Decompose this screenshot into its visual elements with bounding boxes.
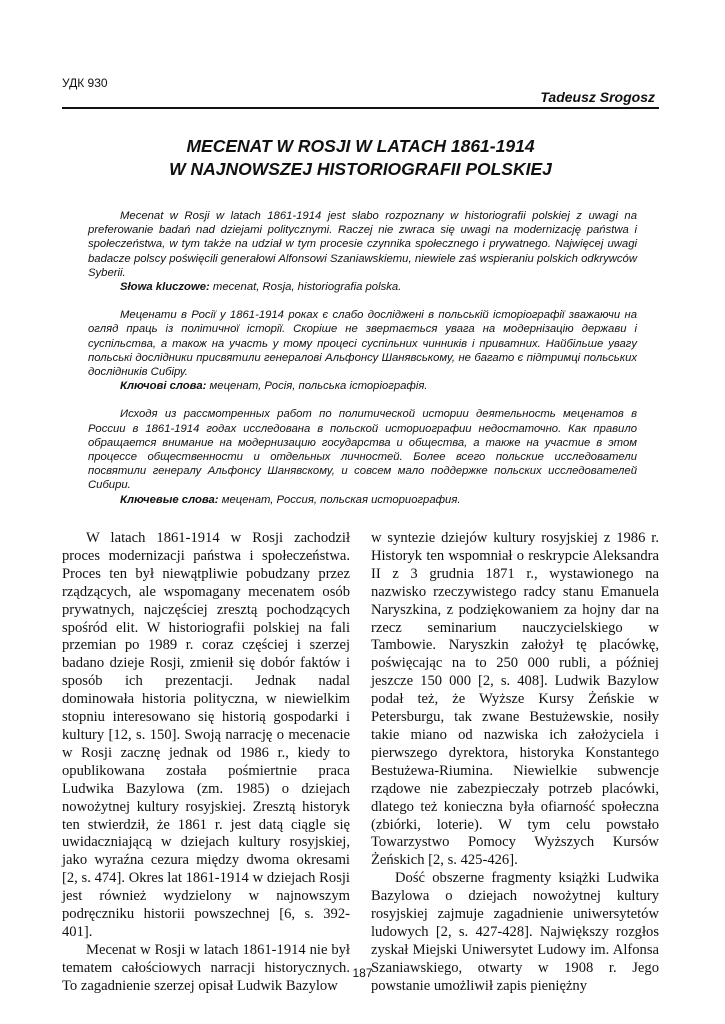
- title-line-1: MECENAT W ROSJI W LATACH 1861-1914: [186, 136, 535, 156]
- abstract-polish: [88, 209, 637, 294]
- abstracts: [88, 209, 637, 521]
- author-name: Tadeusz Srogosz: [540, 89, 655, 105]
- right-column: [371, 530, 659, 994]
- keywords-label: Ключевые слова:: [120, 493, 219, 506]
- abstract-text: Исходя из рассмотренных работ по политической истории деятельность меценатов в России в 1861-1914 годах исследована в польской историографии недостаточно. Как правило обращается внимание на модернизацию государства и общества, а также на участие в этом процессе общественности и отдельных личностей. Более всего польские исследователи посвятили генералу Альфонсу Шанявскому, и совсем мало поддержке польских исследователей Сибири.: [88, 408, 637, 492]
- paragraph: w syntezie dziejów kultury rosyjskiej z 1986 r. Historyk ten wspomniał o reskrypcie Aleksandra II z 3 grudnia 1871 r., wystawionego na nazwisko rzeczywistego radcy stanu Emanuela Naryszkina, z podziękowaniem za hojny dar na rzecz seminarium nauczycielskiego w Tambowie. Naryszkin założył tę placówkę, poświęcając na to 250 000 rubli, a później jeszcze 150 000 [2, s. 408]. Ludwik Bazylow podał też, że Wyższe Kursy Żeńskie w Petersburgu, tak zwane Bestużewskie, nosiły takie miano od nazwiska ich założyciela i pierwszego dyrektora, historyka Konstantego Bestużewa-Riumina. Niewielkie subwencje rządowe nie zabezpieczały potrzeb placówki, dlatego też konieczna była ofiarność społeczna (zbiórki, loterie). W tym celu powstało Towarzystwo Pomocy Wyższych Kursów Żeńskich [2, s. 425-426].: [371, 530, 659, 869]
- keywords-label: Ключові слова:: [120, 380, 207, 393]
- abstract-text: Меценати в Росії у 1861-1914 роках є слабо досліджені в польській історіографії зважаючи на огляд праць із політичної історії. Скоріше не звертається увага на модернізацію держави і суспільства, а також на участь у тому процесі суспільних чинників і приватних. Найбільше увагу польські дослідники присвятили генералові Альфонсу Шанявському, не багато є підтримці польських дослідників Сибіру.: [88, 309, 637, 379]
- keywords-label: Słowa kluczowe:: [120, 281, 210, 294]
- abstract-ukrainian: [88, 308, 637, 393]
- abstract-text: Mecenat w Rosji w latach 1861-1914 jest słabo rozpoznany w historiografii polskiej z uwagi na preferowanie badań nad dziejami politycznymi. Raczej nie zwraca się uwagi na modernizację państwa i społeczeństwa, w tym także na udział w tym procesie czynnika społecznego i prywatnego. Najwięcej uwagi badacze polscy poświęcili generałowi Alfonsowi Szaniawskiemu, niewiele zaś wspieraniu polskich odkrywców Syberii.: [88, 210, 637, 279]
- paragraph: W latach 1861-1914 w Rosji zachodził proces modernizacji państwa i społeczeństwa. Proces ten był niewątpliwie pobudzany przez rządzących, ale wspomagany mecenatem osób prywatnych, najczęściej zresztą pochodzących spośród elit. W historiografii polskiej na fali przemian po 1989 r. coraz częściej i szerzej badano dzieje Rosji, zmienił się dobór faktów i sposób ich prezentacji. Jednak nadal dominowała historia polityczna, w niewielkim stopniu interesowano się historią gospodarki i kultury [12, s. 150]. Swoją narrację o mecenacie w Rosji zacznę jednak od 1986 r., kiedy to opublikowana została pośmiertnie praca Ludwika Bazylowa (zm. 1985) o dziejach nowożytnej kultury rosyjskiej. Zresztą historyk ten stwierdził, że 1861 r. jest datą ciągle się uwidaczniającą w dziejach kultury rosyjskiej, jako wyraźna cezura między dwoma okresami [2, s. 474]. Okres lat 1861-1914 w dziejach Rosji jest również wydzielony w najnowszym podręczniku historii powszechnej [6, s. 392-401].: [62, 530, 350, 940]
- keywords: [88, 280, 637, 294]
- keywords: [88, 493, 637, 507]
- keywords-text: меценат, Россия, польская историография.: [218, 493, 461, 506]
- paragraph: Mecenat w Rosji w latach 1861-1914 nie był tematem całościowych narracji historycznych. To zagadnienie szerzej opisał Ludwik Bazylow: [62, 941, 350, 994]
- header-rule: [62, 107, 659, 109]
- body-columns: [62, 530, 659, 994]
- udk-code: УДК 930: [62, 76, 108, 90]
- abstract-russian: [88, 407, 637, 506]
- page-number: 187: [352, 966, 373, 980]
- left-column: [62, 530, 350, 994]
- title-line-2: W NAJNOWSZEJ HISTORIOGRAFII POLSKIEJ: [169, 159, 552, 179]
- article-title: [62, 135, 659, 181]
- keywords-text: mecenat, Rosja, historiografia polska.: [209, 281, 402, 294]
- keywords: [88, 379, 637, 393]
- keywords-text: меценат, Росія, польська історіографія.: [206, 380, 428, 393]
- paragraph: Dość obszerne fragmenty książki Ludwika Bazylowa o dziejach nowożytnej kultury rosyjskiej zajmuje zagadnienie uniwersytetów ludowych [2, s. 427-428]. Największy rozgłos zyskał Miejski Uniwersytet Ludowy im. Alfonsa Szaniawskiego, otwarty w 1908 r. Jego powstanie umożliwił zapis pieniężny: [371, 870, 659, 994]
